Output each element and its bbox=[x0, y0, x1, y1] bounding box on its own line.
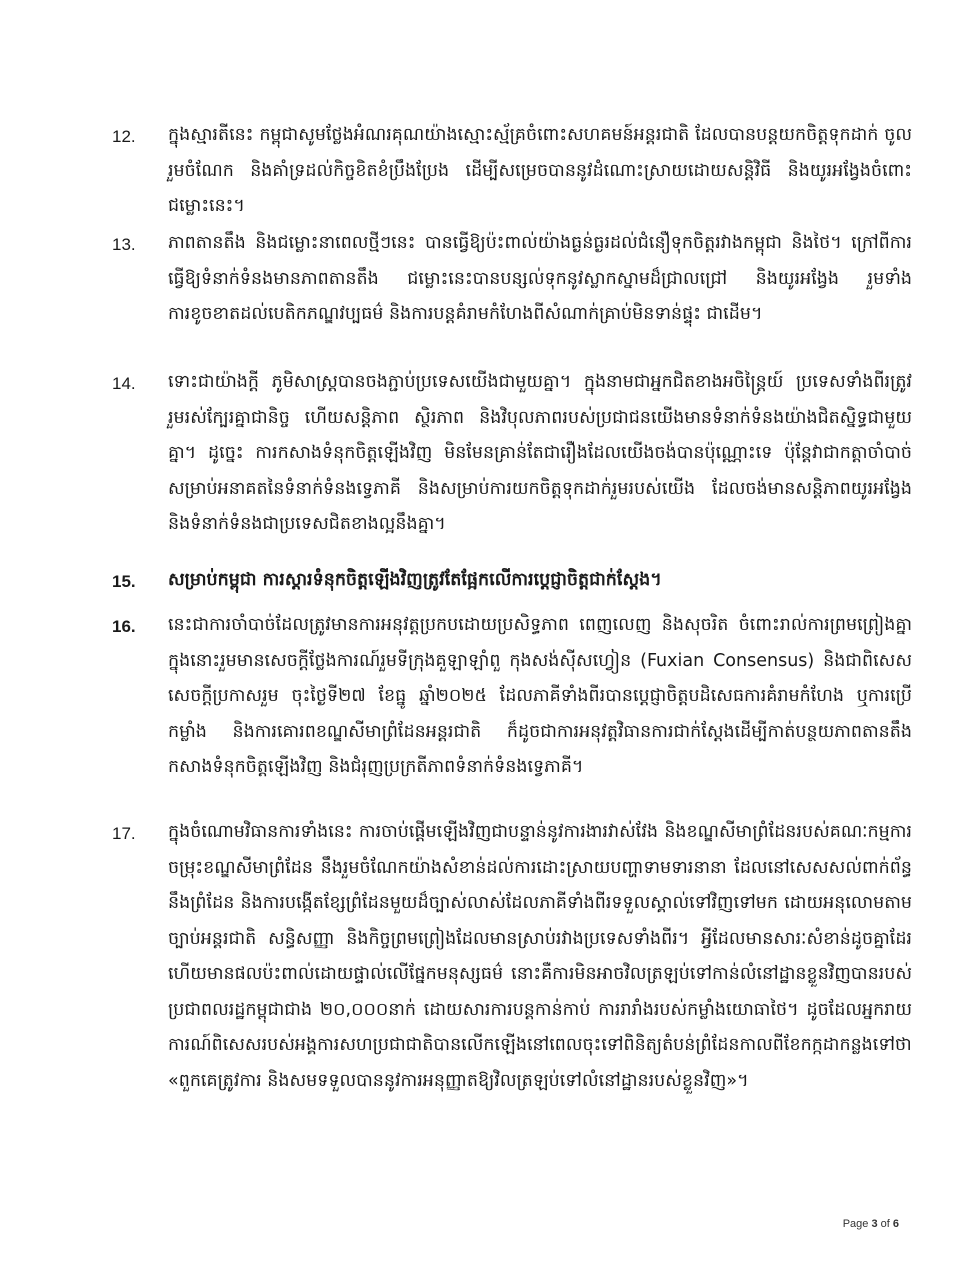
footer-total-pages: 6 bbox=[892, 1218, 899, 1230]
paragraph-number: 14. bbox=[112, 374, 136, 393]
footer-middle: of bbox=[877, 1218, 893, 1230]
paragraph-number: 16. bbox=[112, 617, 136, 636]
paragraph-number: 13. bbox=[112, 235, 136, 254]
paragraph-15 bbox=[112, 563, 912, 599]
footer-current-page: 3 bbox=[871, 1218, 878, 1230]
footer-prefix: Page bbox=[842, 1218, 872, 1230]
paragraph-text: នេះជាការចាំបាច់ដែលត្រូវមានការអនុវត្តប្រកបដោយប្រសិទ្ធភាព ពេញលេញ និងសុចរិត ចំពោះរាល់ការព្រមព្រៀងគ្នា ក្នុងនោះរួមមានសេចក្តីថ្លែងការណ៍រួមទីក្រុងគួឡាឡាំពួ កុងសង់ស៊ីសហ្វៀន (Fuxian Consensus) និងជាពិសេសសេចក្តីប្រកាសរួម ចុះថ្ងៃទី២៧ ខែធ្នូ ឆ្នាំ២០២៥ ដែលភាគីទាំងពីរបានប្តេជ្ញាចិត្តបដិសេធការគំរាមកំហែង ឬការប្រើកម្លាំង និងការគោរពខណ្ឌសីមាព្រំដែនអន្តរជាតិ ក៏ដូចជាការអនុវត្តវិធានការជាក់ស្តែងដើម្បីកាត់បន្ថយភាពតានតឹង កសាងទំនុកចិត្តឡើងវិញ និងជំរុញប្រក្រតីភាពទំនាក់ទំនងទ្វេភាគី។ bbox=[168, 615, 912, 777]
paragraph-14 bbox=[112, 365, 912, 543]
page-footer bbox=[843, 1218, 899, 1230]
paragraph-number: 12. bbox=[112, 127, 136, 146]
paragraph-text: ក្នុងចំណោមវិធានការទាំងនេះ ការចាប់ផ្តើមឡើងវិញជាបន្ទាន់នូវការងារវាស់វែង និងខណ្ឌសីមាព្រំដែនរបស់គណៈកម្មការចម្រុះខណ្ឌសីមាព្រំដែន នឹងរួមចំណែកយ៉ាងសំខាន់ដល់ការដោះស្រាយបញ្ហាទាមទារនានា ដែលនៅសេសសល់ពាក់ព័ន្ធនឹងព្រំដែន និងការបង្កើតខ្សែព្រំដែនមួយដ៏ច្បាស់លាស់ដែលភាគីទាំងពីរទទួលស្គាល់ទៅវិញទៅមក ដោយអនុលោមតាមច្បាប់អន្តរជាតិ សន្ធិសញ្ញា និងកិច្ចព្រមព្រៀងដែលមានស្រាប់រវាងប្រទេសទាំងពីរ។ អ្វីដែលមានសារៈសំខាន់ដូចគ្នាដែរ ហើយមានផលប៉ះពាល់ដោយផ្ទាល់លើផ្នែកមនុស្សធម៌ នោះគឺការមិនអាចវិលត្រឡប់ទៅកាន់លំនៅដ្ឋានខ្លួនវិញបានរបស់ប្រជាពលរដ្ឋកម្ពុជាជាង ២០,០០០នាក់ ដោយសារការបន្តកាន់កាប់ ការរារាំងរបស់កម្លាំងយោធាថៃ។ ដូចដែលអ្នករាយការណ៍ពិសេសរបស់អង្គការសហប្រជាជាតិបានលើកឡើងនៅពេលចុះទៅពិនិត្យតំបន់ព្រំដែនកាលពីខែកក្កដាកន្លងទៅថា «ពួកគេត្រូវការ និងសមទទួលបាននូវការអនុញ្ញាតឱ្យវិលត្រឡប់ទៅលំនៅដ្ឋានរបស់ខ្លួនវិញ»។ bbox=[168, 822, 912, 1091]
paragraph-heading-text: សម្រាប់កម្ពុជា ការស្តារទំនុកចិត្តឡើងវិញត្រូវតែផ្អែកលើការប្តេជ្ញាចិត្តជាក់ស្តែង។ bbox=[168, 570, 662, 590]
paragraph-text: ក្នុងស្មារតីនេះ កម្ពុជាសូមថ្លែងអំណរគុណយ៉ាងស្មោះស្ម័គ្រចំពោះសហគមន៍អន្តរជាតិ ដែលបានបន្តយកចិត្តទុកដាក់ ចូលរួមចំណែក និងគាំទ្រដល់កិច្ចខិតខំប្រឹងប្រែង ដើម្បីសម្រេចបាននូវដំណោះស្រាយដោយសន្តិវិធី និងយូរអង្វែងចំពោះជម្លោះនេះ។ bbox=[168, 125, 912, 216]
paragraph-16 bbox=[112, 608, 912, 786]
paragraph-text: ភាពតានតឹង និងជម្លោះនាពេលថ្មីៗនេះ បានធ្វើឱ្យប៉ះពាល់យ៉ាងធ្ងន់ធ្ងរដល់ជំនឿទុកចិត្តរវាងកម្ពុជា និងថៃ។ ក្រៅពីការធ្វើឱ្យទំនាក់ទំនងមានភាពតានតឹង ជម្លោះនេះបានបន្សល់ទុកនូវស្លាកស្នាមដ៏ជ្រាលជ្រៅ និងយូរអង្វែង រួមទាំងការខូចខាតដល់បេតិកភណ្ឌវប្បធម៌ និងការបន្តគំរាមកំហែងពីសំណាក់គ្រាប់មិនទាន់ផ្ទុះ ជាដើម។ bbox=[168, 233, 912, 324]
paragraph-text: ទោះជាយ៉ាងក្តី ភូមិសាស្ត្របានចងភ្ជាប់ប្រទេសយើងជាមួយគ្នា។ ក្នុងនាមជាអ្នកជិតខាងអចិន្ត្រៃយ៍ ប្រទេសទាំងពីរត្រូវរួមរស់ក្បែរគ្នាជានិច្ច ហើយសន្តិភាព ស្ថិរភាព និងវិបុលភាពរបស់ប្រជាជនយើងមានទំនាក់ទំនងយ៉ាងជិតស្និទ្ធជាមួយគ្នា។ ដូច្នេះ ការកសាងទំនុកចិត្តឡើងវិញ មិនមែនគ្រាន់តែជារឿងដែលយើងចង់បានប៉ុណ្ណោះទេ ប៉ុន្តែវាជាកត្តាចាំបាច់សម្រាប់អនាគតនៃទំនាក់ទំនងទ្វេភាគី និងសម្រាប់ការយកចិត្តទុកដាក់រួមរបស់យើង ដែលចង់មានសន្តិភាពយូរអង្វែង និងទំនាក់ទំនងជាប្រទេសជិតខាងល្អនឹងគ្នា។ bbox=[168, 372, 912, 534]
paragraph-13 bbox=[112, 226, 912, 333]
paragraph-number: 15. bbox=[112, 572, 136, 591]
paragraph-number: 17. bbox=[112, 824, 136, 843]
paragraph-17 bbox=[112, 815, 912, 1099]
paragraph-12 bbox=[112, 118, 912, 225]
